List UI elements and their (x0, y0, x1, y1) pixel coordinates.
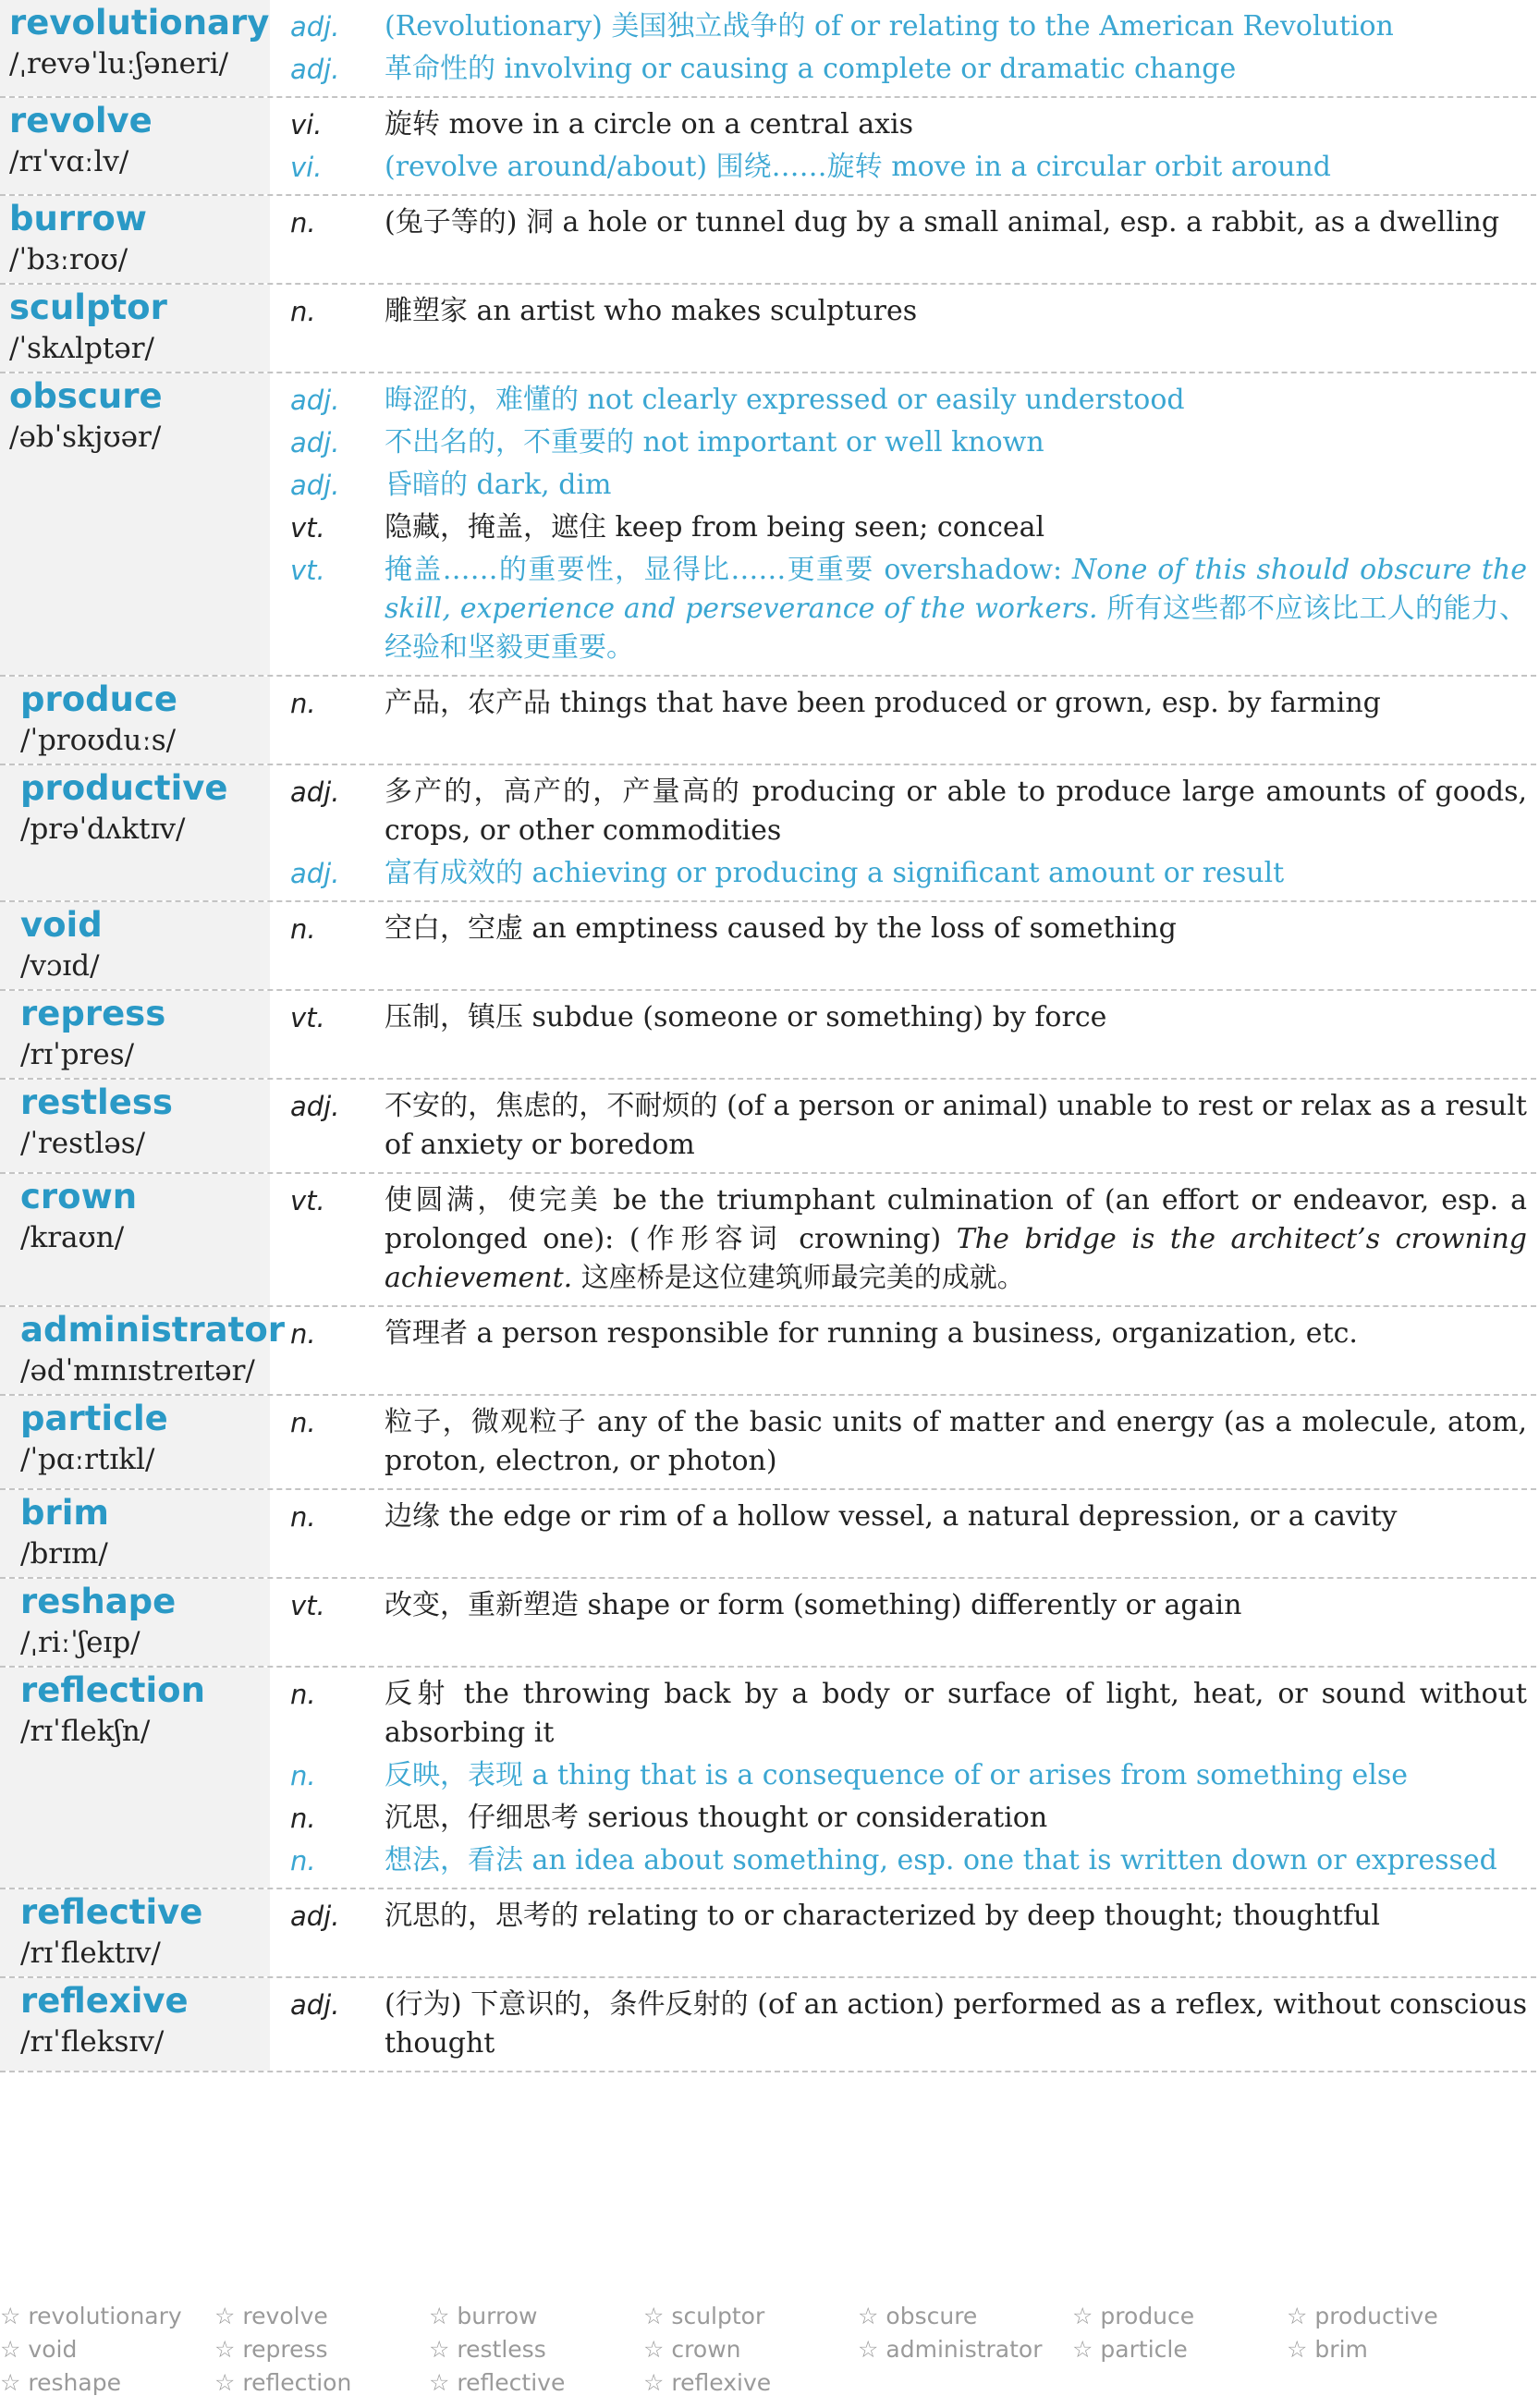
review-word-index (0, 2300, 1539, 2400)
definition: 富有成效的 achieving or producing a significant amount or result (385, 857, 1285, 889)
sense (287, 466, 1527, 505)
definitions (270, 902, 1536, 989)
sense (287, 1986, 1527, 2063)
definition: 昏暗的 dark, dim (385, 469, 612, 501)
star-icon[interactable]: ☆ (214, 2336, 236, 2363)
review-word[interactable] (643, 2366, 858, 2400)
definition: (行为) 下意识的，条件反射的 (of an action) performed as a reflex, without conscious thought (385, 1988, 1527, 2060)
part-of-speech: n. (290, 207, 316, 238)
sense (287, 1586, 1527, 1625)
headword-cell (0, 1889, 270, 1976)
review-word-label: reflexive (671, 2369, 772, 2396)
definitions (270, 1668, 1536, 1888)
headword[interactable]: obscure (9, 376, 163, 416)
part-of-speech: n. (290, 1501, 316, 1533)
entry-row (0, 98, 1536, 196)
sense (287, 423, 1527, 462)
definition: (Revolutionary) 美国独立战争的 of or relating to the American Revolution (385, 10, 1394, 43)
definition-text (385, 684, 1527, 723)
sense (287, 1403, 1527, 1481)
headword-cell (0, 902, 270, 989)
star-icon[interactable]: ☆ (214, 2369, 236, 2396)
review-word-label: administrator (886, 2336, 1043, 2363)
definitions (270, 1174, 1536, 1305)
definition: 旋转 move in a circle on a central axis (385, 108, 914, 141)
headword-cell (0, 1490, 270, 1577)
sense (287, 1675, 1527, 1753)
sense (287, 1841, 1527, 1880)
part-of-speech: vt. (290, 1185, 325, 1216)
part-of-speech: adj. (290, 11, 340, 43)
part-of-speech: n. (290, 688, 316, 719)
headword[interactable]: produce (20, 679, 178, 719)
review-word-label: produce (1100, 2303, 1195, 2329)
definition-text (385, 381, 1527, 420)
definition-text (385, 7, 1527, 46)
definition-text (385, 998, 1527, 1037)
star-icon[interactable]: ☆ (643, 2369, 665, 2396)
review-word-label: crown (671, 2336, 741, 2363)
part-of-speech: n. (290, 913, 316, 945)
part-of-speech: n. (290, 1803, 316, 1834)
sense (287, 1897, 1527, 1936)
review-word-label: burrow (457, 2303, 538, 2329)
definition: 反射 the throwing back by a body or surface of light, heat, or sound without absorbing it (385, 1678, 1527, 1749)
sense (287, 854, 1527, 893)
review-word-label: brim (1314, 2336, 1368, 2363)
headword-cell (0, 1978, 270, 2071)
definition: 沉思的，思考的 relating to or characterized by deep thought; thoughtful (385, 1900, 1380, 1932)
definition: 掩盖……的重要性，显得比……更重要 overshadow: (385, 554, 1063, 586)
pronunciation: /rɪˈflektɪv/ (20, 1937, 161, 1970)
definition: 雕塑家 an artist who makes sculptures (385, 295, 918, 327)
entry-row (0, 1396, 1536, 1490)
sense (287, 508, 1527, 547)
definition-text (385, 50, 1527, 89)
entry-row (0, 1579, 1536, 1668)
definition-text (385, 910, 1527, 948)
sense (287, 551, 1527, 667)
review-word[interactable] (429, 2300, 643, 2333)
part-of-speech: vi. (290, 109, 323, 141)
headword[interactable]: reshape (20, 1582, 177, 1621)
part-of-speech: adj. (290, 1989, 340, 2021)
review-word[interactable] (429, 2366, 643, 2400)
definition: 多产的，高产的，产量高的 producing or able to produce large amounts of goods, crops, or other commodities (385, 776, 1527, 847)
definition-text (385, 1756, 1527, 1795)
part-of-speech: adj. (290, 858, 340, 889)
pronunciation: /prəˈdʌktɪv/ (20, 813, 186, 846)
part-of-speech: n. (290, 1407, 316, 1438)
star-icon[interactable]: ☆ (643, 2303, 665, 2329)
review-word[interactable] (1072, 2300, 1287, 2333)
definition: 不出名的，不重要的 not important or well known (385, 426, 1044, 458)
definition: 不安的，焦虑的，不耐烦的 (of a person or animal) unable to rest or relax as a result of anxiety or boredom (385, 1090, 1527, 1161)
review-word-label: reflective (457, 2369, 566, 2396)
review-word[interactable] (214, 2333, 429, 2366)
star-icon[interactable]: ☆ (214, 2303, 236, 2329)
pronunciation: /ˈskʌlptər/ (9, 332, 154, 365)
pronunciation: /ˈbɜːroʊ/ (9, 243, 128, 276)
part-of-speech: n. (290, 1845, 316, 1876)
sense (287, 1756, 1527, 1795)
review-word-label: sculptor (671, 2303, 765, 2329)
review-word-label: productive (1314, 2303, 1438, 2329)
definition: 想法，看法 an idea about something, esp. one that is written down or expressed (385, 1844, 1497, 1876)
sense (287, 684, 1527, 723)
definition-text (385, 1986, 1527, 2063)
definition-text (385, 1403, 1527, 1481)
entry-row (0, 1490, 1536, 1579)
part-of-speech: n. (290, 1760, 316, 1791)
definition-text (385, 203, 1527, 242)
star-icon[interactable]: ☆ (1287, 2303, 1308, 2329)
definition: (revolve around/about) 围绕……旋转 move in a circular orbit around (385, 151, 1331, 183)
review-word-label: void (28, 2336, 78, 2363)
headword-cell (0, 1579, 270, 1666)
pronunciation: /rɪˈfleksɪv/ (20, 2025, 165, 2059)
sense (287, 1314, 1527, 1353)
pronunciation: /brɪm/ (20, 1537, 108, 1571)
headword-cell (0, 196, 270, 283)
review-word[interactable] (643, 2300, 858, 2333)
definitions (270, 1080, 1536, 1172)
definition-text (385, 773, 1527, 850)
review-word-label: obscure (886, 2303, 978, 2329)
definition: 沉思，仔细思考 serious thought or consideration (385, 1802, 1048, 1834)
definitions (270, 1978, 1536, 2071)
pronunciation: /rɪˈvɑːlv/ (9, 145, 129, 178)
headword-cell (0, 1668, 270, 1888)
star-icon[interactable]: ☆ (429, 2369, 450, 2396)
definitions (270, 0, 1536, 96)
part-of-speech: n. (290, 1679, 316, 1710)
headword[interactable]: burrow (9, 199, 147, 238)
review-word-label: particle (1100, 2336, 1188, 2363)
review-word[interactable] (1072, 2333, 1287, 2366)
entry-row (0, 373, 1536, 677)
definition: 产品，农产品 things that have been produced or grown, esp. by farming (385, 687, 1381, 719)
star-icon[interactable]: ☆ (858, 2303, 879, 2329)
star-icon[interactable]: ☆ (1072, 2336, 1093, 2363)
definition-text (385, 1675, 1527, 1753)
sense (287, 7, 1527, 46)
definition: 粒子，微观粒子 any of the basic units of matter and energy (as a molecule, atom, proton, electron, or photon) (385, 1406, 1527, 1477)
entry-row (0, 677, 1536, 765)
entry-row (0, 1889, 1536, 1978)
definition: 隐藏，掩盖，遮住 keep from being seen; conceal (385, 511, 1045, 544)
pronunciation: /ˌrevəˈluːʃəneri/ (9, 47, 229, 80)
review-word[interactable] (858, 2300, 1072, 2333)
headword[interactable]: reflective (20, 1892, 203, 1932)
definitions (270, 765, 1536, 900)
sense (287, 910, 1527, 948)
headword[interactable]: restless (20, 1082, 173, 1122)
star-icon[interactable]: ☆ (643, 2336, 665, 2363)
star-icon[interactable]: ☆ (1287, 2336, 1308, 2363)
sense (287, 50, 1527, 89)
definitions (270, 991, 1536, 1078)
pronunciation: /ˌriːˈʃeɪp/ (20, 1626, 140, 1659)
part-of-speech: n. (290, 1318, 316, 1350)
sense (287, 148, 1527, 187)
definition-text (385, 551, 1527, 667)
definition-text (385, 423, 1527, 462)
sense (287, 292, 1527, 331)
review-row (0, 2333, 1539, 2366)
definitions (270, 1396, 1536, 1488)
entry-row (0, 1307, 1536, 1396)
part-of-speech: vt. (290, 1002, 325, 1033)
entry-row (0, 1668, 1536, 1889)
review-word-label: revolutionary (28, 2303, 182, 2329)
part-of-speech: adj. (290, 54, 340, 85)
entry-row (0, 0, 1536, 98)
star-icon[interactable]: ☆ (0, 2336, 21, 2363)
definition-text (385, 1497, 1527, 1536)
definition-text (385, 508, 1527, 547)
definitions (270, 98, 1536, 194)
review-word-label: reflection (242, 2369, 352, 2396)
review-word[interactable] (429, 2333, 643, 2366)
definition: (兔子等的) 洞 a hole or tunnel dug by a small animal, esp. a rabbit, as a dwelling (385, 206, 1500, 238)
definition: 管理者 a person responsible for running a business, organization, etc. (385, 1317, 1358, 1350)
pronunciation: /əbˈskjʊər/ (9, 421, 162, 454)
sense (287, 1181, 1527, 1298)
definitions (270, 285, 1536, 372)
definition-text (385, 1181, 1527, 1298)
definition: 晦涩的，难懂的 not clearly expressed or easily understood (385, 384, 1185, 416)
pronunciation: /rɪˈflekʃn/ (20, 1715, 151, 1748)
pronunciation: /ədˈmɪnɪstreɪtər/ (20, 1354, 255, 1387)
headword-cell (0, 765, 270, 900)
definition: 使圆满，使完美 be the triumphant culmination of (an effort or endeavor, esp. a prolonged one): (作形容词 crowning) (385, 1184, 1527, 1255)
definition-text (385, 292, 1527, 331)
definition: 革命性的 involving or causing a complete or dramatic change (385, 53, 1237, 85)
definition: 改变，重新塑造 shape or form (something) differently or again (385, 1589, 1242, 1621)
part-of-speech: vt. (290, 555, 325, 586)
review-word[interactable] (0, 2300, 214, 2333)
part-of-speech: adj. (290, 385, 340, 416)
definitions (270, 196, 1536, 283)
entry-row (0, 902, 1536, 991)
pronunciation: /vɔɪd/ (20, 949, 100, 983)
headword-cell (0, 1174, 270, 1305)
review-word-label: revolve (242, 2303, 328, 2329)
review-word-label: repress (242, 2336, 328, 2363)
star-icon[interactable]: ☆ (1072, 2303, 1093, 2329)
headword[interactable]: sculptor (9, 287, 167, 327)
review-word[interactable] (0, 2333, 214, 2366)
definition-text (385, 1897, 1527, 1936)
definitions (270, 1490, 1536, 1577)
definition: 压制，镇压 subdue (someone or something) by force (385, 1001, 1107, 1033)
entry-row (0, 991, 1536, 1080)
part-of-speech: n. (290, 296, 316, 327)
pronunciation: /rɪˈpres/ (20, 1038, 135, 1071)
star-icon[interactable]: ☆ (429, 2336, 450, 2363)
headword-cell (0, 677, 270, 764)
entry-row (0, 1080, 1536, 1174)
review-row (0, 2366, 1539, 2400)
definitions (270, 1307, 1536, 1394)
pronunciation: /ˈpɑːrtɪkl/ (20, 1443, 155, 1476)
definition-text (385, 1586, 1527, 1625)
definitions (270, 1889, 1536, 1976)
sense (287, 998, 1527, 1037)
definition-text (385, 148, 1527, 187)
definitions (270, 373, 1536, 675)
headword-cell (0, 1396, 270, 1488)
headword[interactable]: particle (20, 1399, 168, 1438)
part-of-speech: vt. (290, 1590, 325, 1621)
headword[interactable]: productive (20, 768, 228, 808)
review-word-label: restless (457, 2336, 546, 2363)
example-translation: 所有这些都不应该比工人的能力、经验和坚毅更重要。 (385, 593, 1527, 664)
definition-text (385, 105, 1527, 144)
review-word[interactable] (214, 2300, 429, 2333)
headword-cell (0, 1080, 270, 1172)
headword[interactable]: reflection (20, 1670, 205, 1710)
definition-text (385, 466, 1527, 505)
entry-row (0, 765, 1536, 902)
star-icon[interactable]: ☆ (0, 2369, 21, 2396)
headword[interactable]: brim (20, 1493, 109, 1533)
headword-cell (0, 991, 270, 1078)
sense (287, 381, 1527, 420)
headword[interactable]: administrator (20, 1310, 285, 1350)
sense (287, 1087, 1527, 1165)
headword-cell (0, 0, 270, 96)
example-sentence: None of this should obscure the skill, experience and perseverance of the workers. (385, 554, 1527, 625)
review-word[interactable] (858, 2333, 1072, 2366)
definition: 边缘 the edge or rim of a hollow vessel, a natural depression, or a cavity (385, 1500, 1398, 1533)
definition: 反映，表现 a thing that is a consequence of or arises from something else (385, 1759, 1409, 1791)
headword[interactable]: revolutionary (9, 3, 270, 43)
headword[interactable]: void (20, 905, 103, 945)
pronunciation: /ˈproʊduːs/ (20, 724, 177, 757)
part-of-speech: adj. (290, 1091, 340, 1122)
sense (287, 203, 1527, 242)
sense (287, 1799, 1527, 1838)
sense (287, 105, 1527, 144)
definition-text (385, 854, 1527, 893)
definition-text (385, 1841, 1527, 1880)
part-of-speech: adj. (290, 1901, 340, 1932)
review-word[interactable] (0, 2366, 214, 2400)
pronunciation: /ˈrestləs/ (20, 1127, 146, 1160)
definition-text (385, 1087, 1527, 1165)
definition: 空白，空虚 an emptiness caused by the loss of something (385, 912, 1177, 945)
part-of-speech: adj. (290, 776, 340, 808)
headword[interactable]: repress (20, 994, 166, 1033)
part-of-speech: vi. (290, 152, 323, 183)
headword[interactable]: revolve (9, 101, 153, 141)
review-word[interactable] (214, 2366, 429, 2400)
headword[interactable]: crown (20, 1177, 138, 1216)
review-word[interactable] (1287, 2333, 1501, 2366)
definition-text (385, 1314, 1527, 1353)
definitions (270, 677, 1536, 764)
headword-cell (0, 285, 270, 372)
star-icon[interactable]: ☆ (429, 2303, 450, 2329)
headword-cell (0, 373, 270, 675)
entry-row (0, 1174, 1536, 1307)
review-word[interactable] (643, 2333, 858, 2366)
definition-text (385, 1799, 1527, 1838)
part-of-speech: vt. (290, 512, 325, 544)
entry-row (0, 196, 1536, 285)
headword-cell (0, 98, 270, 194)
headword-cell (0, 1307, 285, 1394)
star-icon[interactable]: ☆ (858, 2336, 879, 2363)
sense (287, 773, 1527, 850)
entry-row (0, 1978, 1536, 2072)
definitions (270, 1579, 1536, 1666)
part-of-speech: adj. (290, 427, 340, 458)
pronunciation: /kraʊn/ (20, 1221, 125, 1254)
star-icon[interactable]: ☆ (0, 2303, 21, 2329)
example-translation: 这座桥是这位建筑师最完美的成就。 (580, 1262, 1025, 1294)
part-of-speech: adj. (290, 470, 340, 501)
entry-row (0, 285, 1536, 373)
sense (287, 1497, 1527, 1536)
headword[interactable]: reflexive (20, 1981, 189, 2021)
review-word[interactable] (1287, 2300, 1501, 2333)
review-word-label: reshape (28, 2369, 121, 2396)
review-row (0, 2300, 1539, 2333)
example-sentence: The bridge is the architect’s crowning achievement. (385, 1223, 1527, 1294)
